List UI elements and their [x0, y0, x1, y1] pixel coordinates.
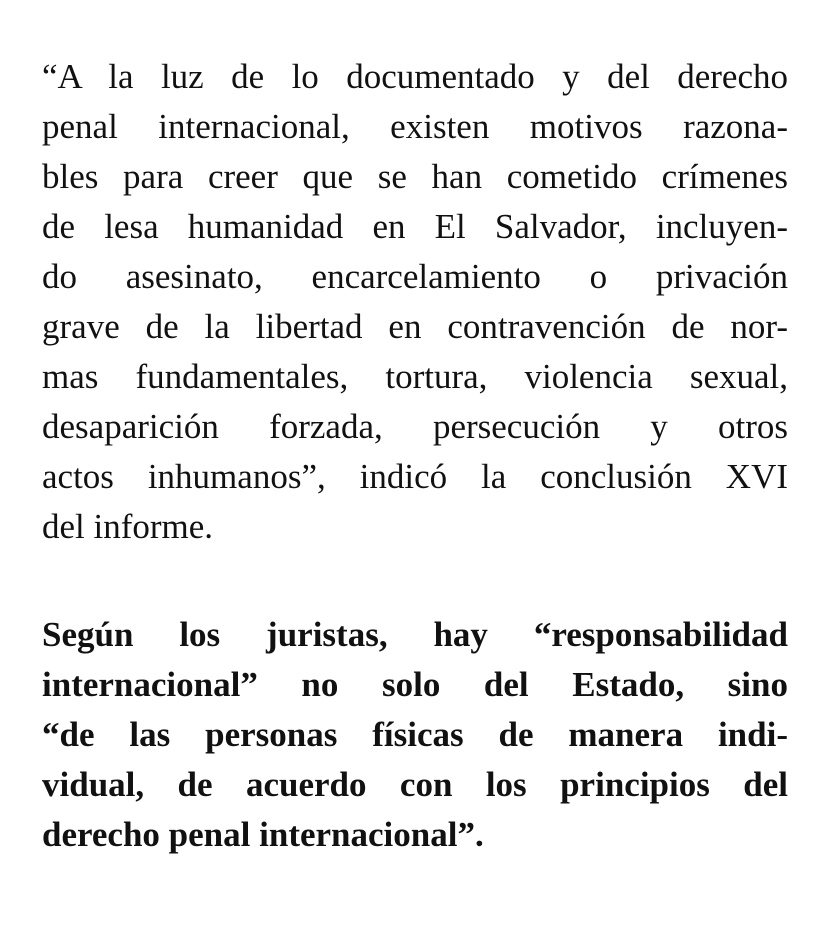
text-line: “de las personas físicas de manera indi- [42, 715, 788, 754]
article-body [42, 52, 788, 860]
text-line: actos inhumanos”, indicó la conclusión XVI [42, 457, 788, 496]
text-line: do asesinato, encarcelamiento o privación [42, 257, 788, 296]
text-line: vidual, de acuerdo con los principios del [42, 765, 788, 804]
quote-paragraph [42, 52, 788, 552]
text-line: derecho penal internacional”. [42, 815, 484, 854]
text-line: grave de la libertad en contravención de nor- [42, 307, 788, 346]
text-line: desaparición forzada, persecución y otros [42, 407, 788, 446]
text-line: penal internacional, existen motivos razona- [42, 107, 788, 146]
text-line: Según los juristas, hay “responsabilidad [42, 615, 788, 654]
text-line: bles para creer que se han cometido crímenes [42, 157, 788, 196]
text-line: de lesa humanidad en El Salvador, incluyen- [42, 207, 788, 246]
text-line: internacional” no solo del Estado, sino [42, 665, 788, 704]
text-line: “A la luz de lo documentado y del derecho [42, 57, 788, 96]
text-line: mas fundamentales, tortura, violencia sexual, [42, 357, 788, 396]
highlight-paragraph [42, 610, 788, 860]
text-line: del informe. [42, 507, 214, 546]
